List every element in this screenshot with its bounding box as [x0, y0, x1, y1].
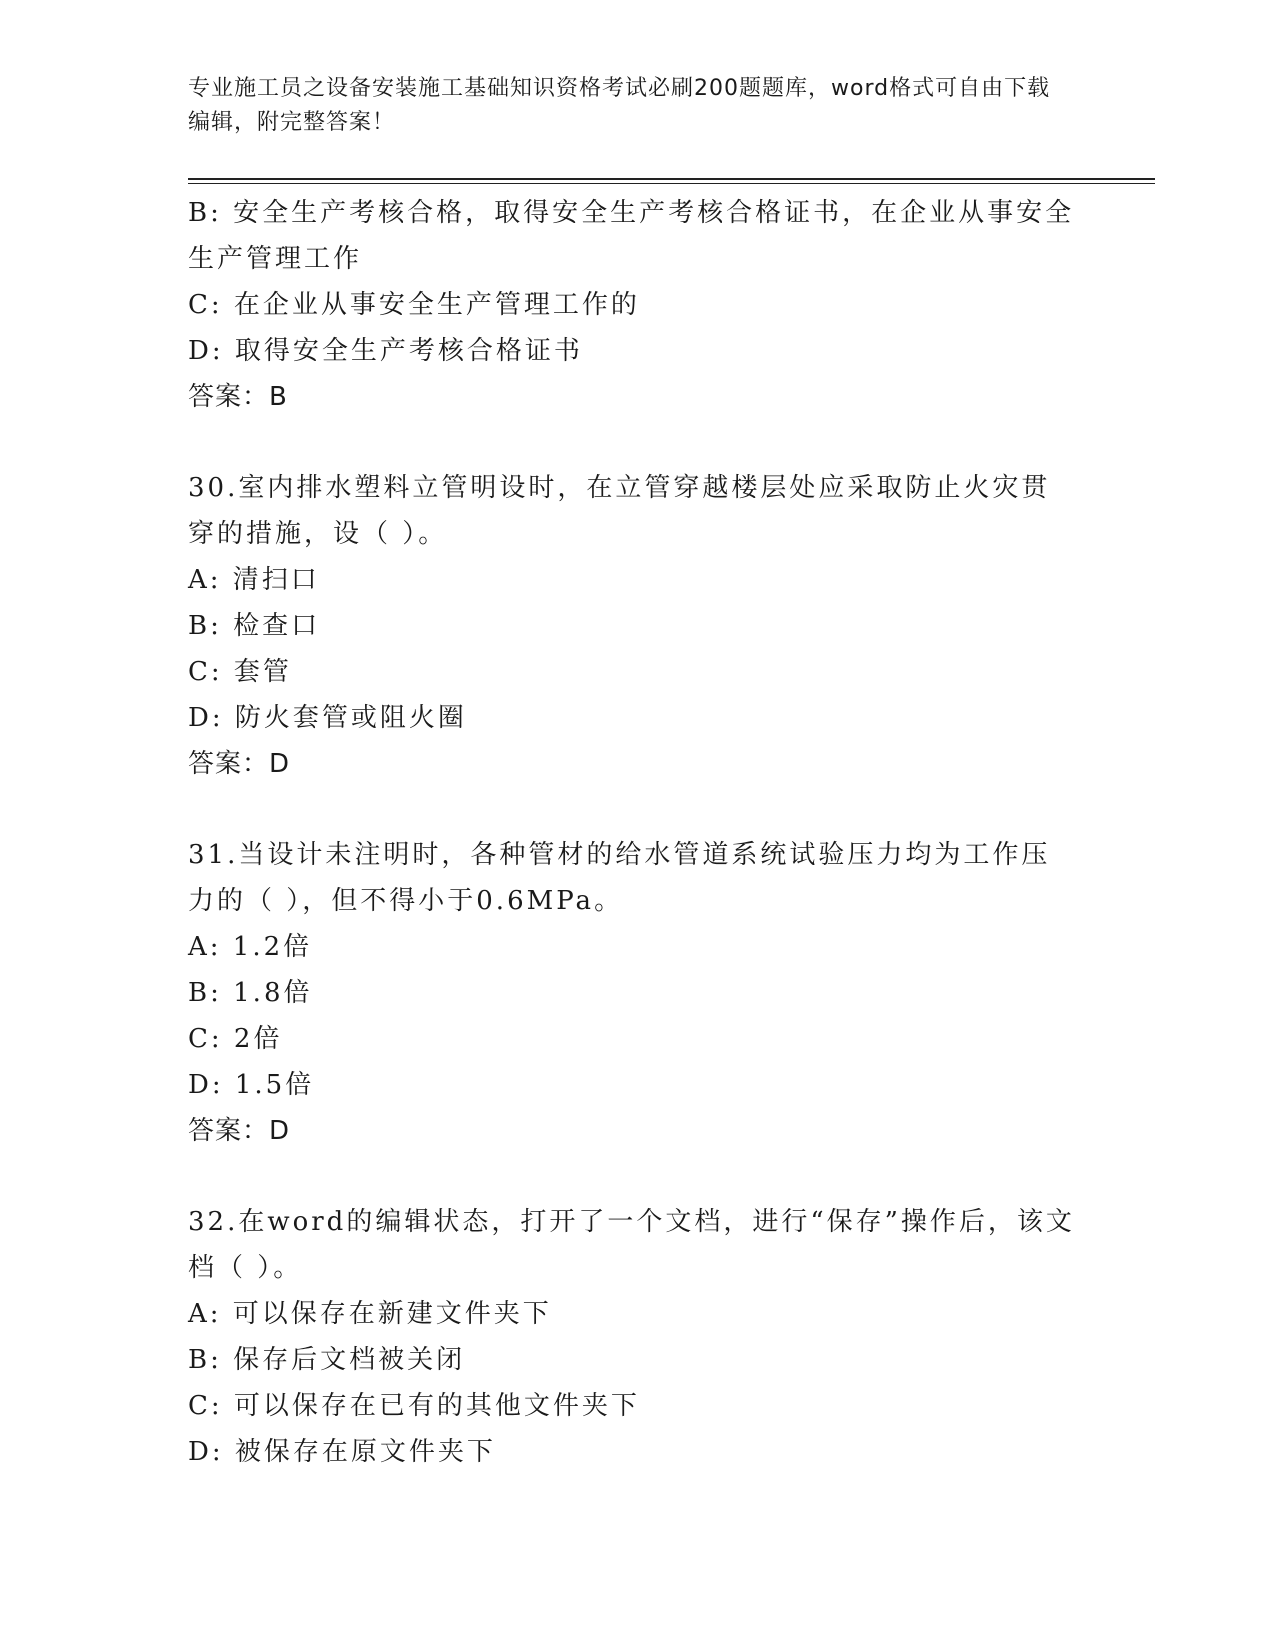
option-b: B: 检查口 — [188, 611, 321, 641]
option-c: C: 可以保存在已有的其他文件夹下 — [188, 1391, 640, 1421]
option-a: A: 清扫口 — [188, 565, 320, 595]
question-block-32 — [188, 1199, 1078, 1475]
header-rule-thin — [188, 183, 1155, 184]
answer-label: 答案：D — [188, 749, 291, 779]
option-b: B: 保存后文档被关闭 — [188, 1345, 466, 1375]
option-b: B: 安全生产考核合格，取得安全生产考核合格证书，在企业从事安全生产管理工作 — [188, 198, 1075, 274]
option-d: D: 取得安全生产考核合格证书 — [188, 336, 583, 366]
option-d: D: 被保存在原文件夹下 — [188, 1437, 496, 1467]
answer-label: 答案：D — [188, 1116, 291, 1146]
question-block-prev — [188, 190, 1078, 420]
question-stem: 30.室内排水塑料立管明设时，在立管穿越楼层处应采取防止火灾贯穿的措施，设（ ）。 — [188, 473, 1051, 549]
option-a: A: 1.2倍 — [188, 932, 313, 962]
spacer — [188, 420, 1078, 465]
option-c: C: 在企业从事安全生产管理工作的 — [188, 290, 640, 320]
question-stem: 32.在word的编辑状态，打开了一个文档，进行“保存”操作后，该文档（ ）。 — [188, 1207, 1075, 1283]
document-body — [188, 190, 1078, 1475]
header-rule-thick — [188, 178, 1155, 180]
option-d: D: 防火套管或阻火圈 — [188, 703, 467, 733]
option-d: D: 1.5倍 — [188, 1070, 315, 1100]
question-block-31 — [188, 832, 1078, 1154]
question-block-30 — [188, 465, 1078, 787]
spacer — [188, 787, 1078, 832]
option-c: C: 套管 — [188, 657, 292, 687]
document-header: 专业施工员之设备安装施工基础知识资格考试必刷200题题库，word格式可自由下载编辑，附完整答案！ — [188, 76, 1051, 135]
question-stem: 31.当设计未注明时，各种管材的给水管道系统试验压力均为工作压力的（ ），但不得小于0.6MPa。 — [188, 840, 1051, 916]
option-c: C: 2倍 — [188, 1024, 283, 1054]
spacer — [188, 1154, 1078, 1199]
answer-label: 答案：B — [188, 382, 288, 412]
option-b: B: 1.8倍 — [188, 978, 313, 1008]
option-a: A: 可以保存在新建文件夹下 — [188, 1299, 552, 1329]
